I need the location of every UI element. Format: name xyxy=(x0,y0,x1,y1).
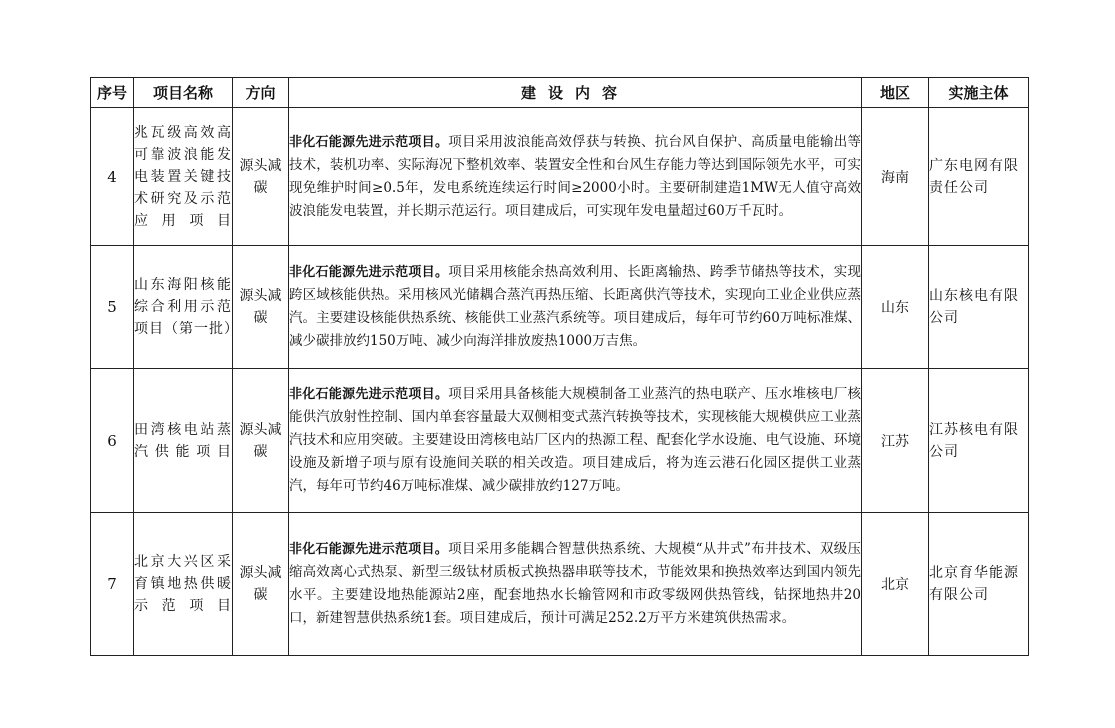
project-org: 江苏核电有限公司 xyxy=(929,369,1029,513)
project-direction: 源头减碳 xyxy=(233,369,289,513)
row-index: 6 xyxy=(91,369,134,513)
project-content: 项目采用波浪能高效俘获与转换、抗台风自保护、高质量电能输出等技术，装机功率、实际海况下整机效率、装置安全性和台风生存能力等达到国际领先水平，可实现免维护时间≥0.5年，发电系统连续运行时间≥2000小时。主要研制建造1MW无人值守高效波浪能发电装置，并长期示范运行。项目建成后，可实现年发电量超过60万千瓦时。 xyxy=(289,133,861,219)
project-content-cell xyxy=(289,513,862,656)
row-index: 4 xyxy=(91,108,134,246)
project-name: 田湾核电站蒸汽供能项目 xyxy=(134,369,233,513)
project-region: 江苏 xyxy=(862,369,929,513)
project-content: 项目采用具备核能大规模制备工业蒸汽的热电联产、压水堆核电厂核能供汽放射性控制、国内单套容量最大双侧相变式蒸汽转换等技术，实现核能大规模供应工业蒸汽技术和应用突破。主要建设田湾核电站厂区内的热源工程、配套化学水设施、电气设施、环境设施及新增子项与原有设施间关联的相关改造。项目建成后，将为连云港石化园区提供工业蒸汽，每年可节约46万吨标准煤、减少碳排放约127万吨。 xyxy=(289,386,861,494)
header-name: 项目名称 xyxy=(134,78,233,108)
row-index: 5 xyxy=(91,246,134,369)
project-region: 北京 xyxy=(862,513,929,656)
project-content: 项目采用多能耦合智慧供热系统、大规模“从井式”布井技术、双级压缩高效离心式热泵、新型三级钛材质板式换热器串联等技术，节能效果和换热效率达到国内领先水平。主要建设地热能源站2座，配套地热水长输管网和市政零级网供热管线，钻探地热井20口，新建智慧供热系统1套。项目建成后，预计可满足252.2万平方米建筑供热需求。 xyxy=(289,541,861,626)
project-name: 北京大兴区采育镇地热供暖示范项目 xyxy=(134,513,233,656)
project-direction: 源头减碳 xyxy=(233,246,289,369)
project-org: 北京育华能源有限公司 xyxy=(929,513,1029,656)
header-region: 地区 xyxy=(862,78,929,108)
table-row xyxy=(91,246,1029,369)
header-index: 序号 xyxy=(91,78,134,108)
project-org: 广东电网有限责任公司 xyxy=(929,108,1029,246)
header-org: 实施主体 xyxy=(929,78,1029,108)
project-table xyxy=(90,77,1029,656)
project-content: 项目采用核能余热高效利用、长距离输热、跨季节储热等技术，实现跨区域核能供热。采用核风光储耦合蒸汽再热压缩、长距离供汽等技术，实现向工业企业供应蒸汽。主要建设核能供热系统、核能供工业蒸汽系统等。项目建成后，每年可节约60万吨标准煤、减少碳排放约150万吨、减少向海洋排放废热1000万吉焦。 xyxy=(289,264,861,349)
project-content-cell xyxy=(289,369,862,513)
header-direction: 方向 xyxy=(233,78,289,108)
header-content: 建设内容 xyxy=(289,78,862,108)
project-lead: 非化石能源先进示范项目。 xyxy=(289,134,449,150)
header-row xyxy=(91,78,1029,108)
project-org: 山东核电有限公司 xyxy=(929,246,1029,369)
project-lead: 非化石能源先进示范项目。 xyxy=(289,542,449,557)
project-direction: 源头减碳 xyxy=(233,108,289,246)
row-index: 7 xyxy=(91,513,134,656)
project-name: 山东海阳核能综合利用示范项目（第一批） xyxy=(134,246,233,369)
project-region: 山东 xyxy=(862,246,929,369)
table-row xyxy=(91,513,1029,656)
project-name: 兆瓦级高效高可靠波浪能发电装置关键技术研究及示范应用项目 xyxy=(134,108,233,246)
project-lead: 非化石能源先进示范项目。 xyxy=(289,265,449,280)
project-region: 海南 xyxy=(862,108,929,246)
project-content-cell xyxy=(289,108,862,246)
table-row xyxy=(91,108,1029,246)
project-direction: 源头减碳 xyxy=(233,513,289,656)
project-content-cell xyxy=(289,246,862,369)
table-row xyxy=(91,369,1029,513)
project-lead: 非化石能源先进示范项目。 xyxy=(289,387,449,402)
